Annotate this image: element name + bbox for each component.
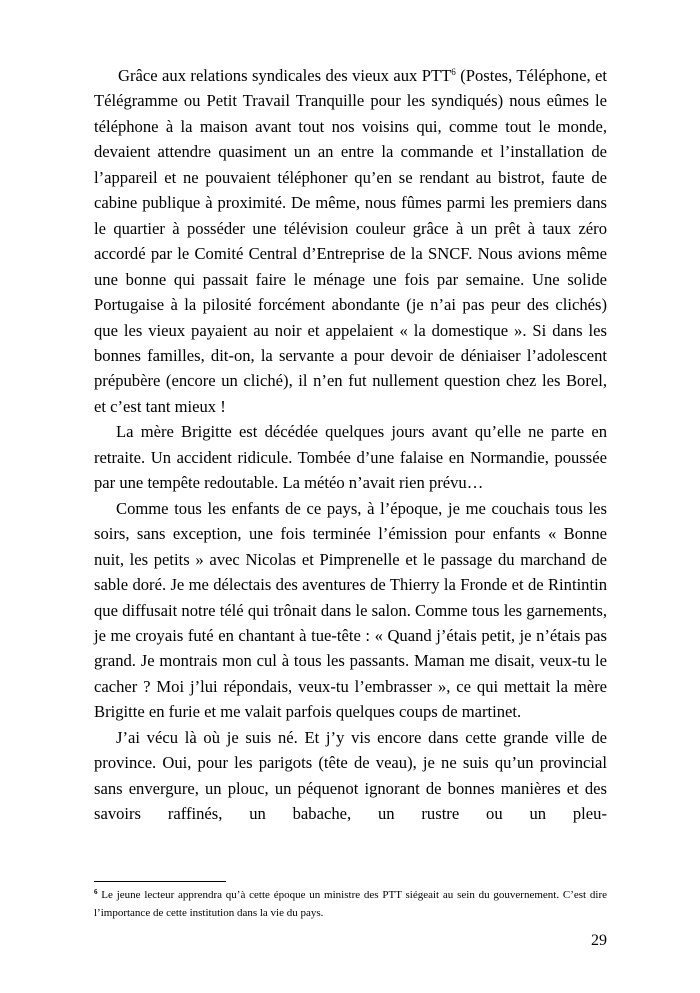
footnote-text: Le jeune lecteur apprendra qu’à cette époque un ministre des PTT siégeait au sein du gouvernement. C’est dire l’importance de cette institution dans la vie du pays.: [94, 889, 607, 919]
paragraph-1-text-before: Grâce aux relations syndicales des vieux aux PTT: [118, 66, 452, 85]
paragraph-1-text-after: (Postes, Téléphone, et Télégramme ou Petit Travail Tranquille pour les syndiqués) nous eûmes le téléphone à la maison avant tout nos voisins qui, comme tout le monde, devaient attendre quasiment un an entre la commande et l’installation de l’appareil et ne pouvaient téléphoner qu’en se rendant au bistrot, faute de cabine publique à proximité. De même, nous fûmes parmi les premiers dans le quartier à posséder une télévision couleur grâce à un prêt à taux zéro accordé par le Comité Central d’Entreprise de la SNCF. Nous avions même une bonne qui passait faire le ménage une fois par semaine. Une solide Portugaise à la pilosité forcément abondante (je n’ai pas peur des clichés) que les vieux payaient au noir et appelaient « la domestique ». Si dans les bonnes familles, dit-on, la servante a pour devoir de déniaiser l’adolescent prépubère (encore un cliché), il n’en fut nullement question chez les Borel, et c’est tant mieux !: [94, 66, 607, 416]
paragraph-4: J’ai vécu là où je suis né. Et j’y vis encore dans cette grande ville de province. Oui, pour les parigots (tête de veau), je ne suis qu’un provincial sans envergure, un plouc, un péquenot ignorant de bonnes manières et des savoirs raffinés, un babache, un rustre ou un pleu-: [94, 727, 607, 824]
page-number: 29: [591, 932, 607, 949]
paragraph-2: La mère Brigitte est décédée quelques jours avant qu’elle ne parte en retraite. Un accident ridicule. Tombée d’une falaise en Normandie, poussée par une tempête redoutable. La météo n’avait rien prévu…: [94, 422, 607, 493]
footnote: [94, 886, 607, 922]
footnote-separator: [94, 881, 226, 882]
footnote-reference: 6: [451, 67, 456, 77]
paragraph-1: [94, 63, 607, 419]
footnote-number: 6: [94, 888, 98, 896]
body-text: [94, 63, 607, 827]
paragraph-3: Comme tous les enfants de ce pays, à l’époque, je me couchais tous les soirs, sans exception, une fois terminée l’émission pour enfants « Bonne nuit, les petits » avec Nicolas et Pimprenelle et le passage du marchand de sable doré. Je me délectais des aventures de Thierry la Fronde et de Rintintin que diffusait notre télé qui trônait dans le salon. Comme tous les garnements, je me croyais futé en chantant à tue-tête : « Quand j’étais petit, je n’étais pas grand. Je montrais mon cul à tous les passants. Maman me disait, veux-tu le cacher ? Moi j’lui répondais, veux-tu l’embrasser », ce qui mettait la mère Brigitte en furie et me valait parfois quelques coups de martinet.: [94, 498, 607, 722]
